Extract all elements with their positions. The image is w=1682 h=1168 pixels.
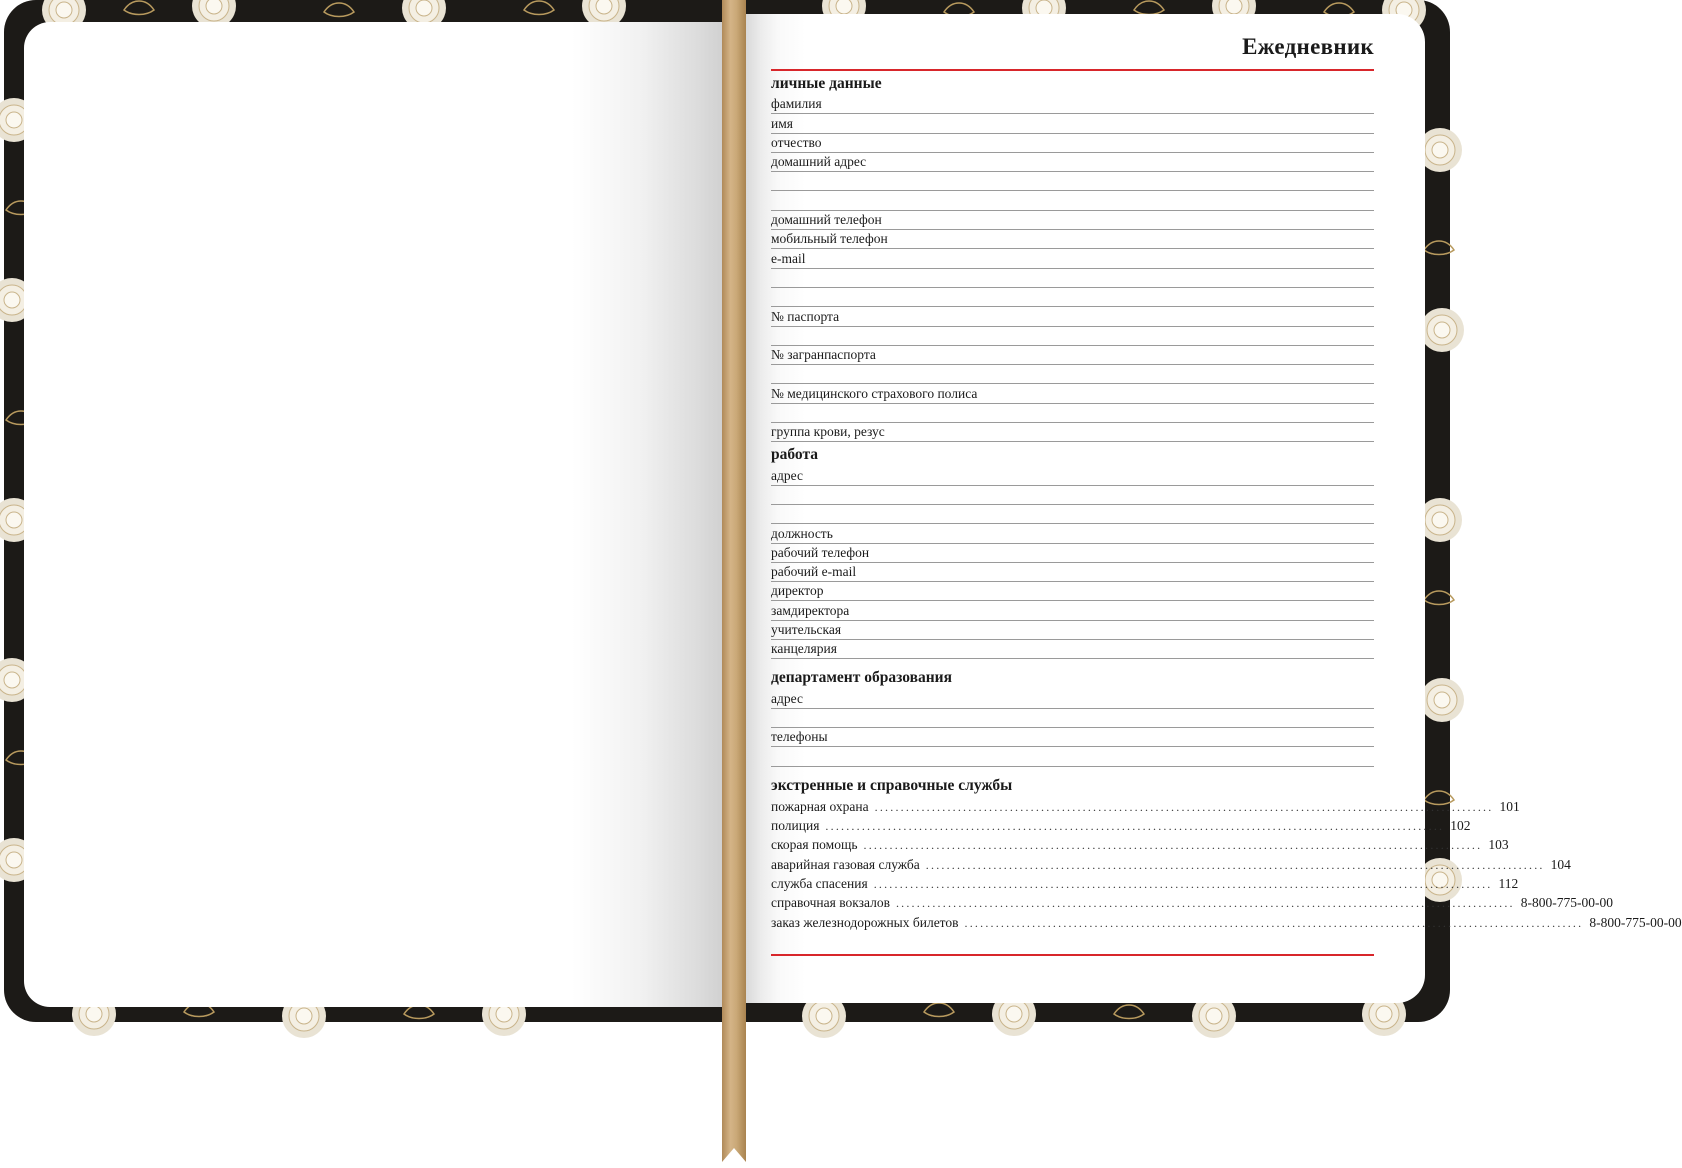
field-email[interactable] bbox=[771, 249, 1374, 268]
leader-dots: ....................................................................................................................... bbox=[964, 915, 1584, 930]
blank-line[interactable] bbox=[771, 288, 1374, 307]
blank-line[interactable] bbox=[771, 505, 1374, 524]
blank-line[interactable] bbox=[771, 709, 1374, 728]
field-label: адрес bbox=[771, 690, 803, 706]
field-label: имя bbox=[771, 115, 793, 131]
service-row bbox=[771, 835, 1509, 854]
field-label: учительская bbox=[771, 622, 842, 638]
field-director[interactable] bbox=[771, 582, 1374, 601]
field-label: домашний адрес bbox=[771, 154, 867, 170]
field-medical-policy[interactable] bbox=[771, 384, 1374, 403]
blank-line[interactable] bbox=[771, 327, 1374, 346]
leader-dots: ....................................................................................................................... bbox=[873, 877, 1493, 892]
field-teachers-room[interactable] bbox=[771, 621, 1374, 640]
blank-line[interactable] bbox=[771, 747, 1374, 766]
field-label: мобильный телефон bbox=[771, 231, 888, 247]
blank-line[interactable] bbox=[771, 404, 1374, 423]
field-label: директор bbox=[771, 583, 824, 599]
personal-data-form bbox=[771, 30, 1682, 956]
field-work-address[interactable] bbox=[771, 466, 1374, 485]
service-row bbox=[771, 797, 1520, 816]
service-number: 103 bbox=[1488, 837, 1509, 853]
section-heading-education: департамент образования bbox=[771, 669, 952, 687]
leader-dots: ....................................................................................................................... bbox=[874, 799, 1494, 814]
field-work-phone[interactable] bbox=[771, 544, 1374, 563]
field-passport[interactable] bbox=[771, 307, 1374, 326]
field-label: телефоны bbox=[771, 729, 828, 745]
field-label: домашний телефон bbox=[771, 212, 882, 228]
field-dept-address[interactable] bbox=[771, 689, 1374, 708]
field-label: адрес bbox=[771, 467, 803, 483]
blank-line[interactable] bbox=[771, 172, 1374, 191]
field-label: фамилия bbox=[771, 96, 822, 112]
field-label: канцелярия bbox=[771, 641, 837, 657]
blank-line[interactable] bbox=[771, 269, 1374, 288]
field-label: e-mail bbox=[771, 250, 806, 266]
service-name: полиция bbox=[771, 817, 820, 833]
service-number: 8-800-775-00-00 bbox=[1589, 914, 1682, 930]
service-row bbox=[771, 855, 1571, 874]
service-name: пожарная охрана bbox=[771, 798, 869, 814]
field-name[interactable] bbox=[771, 114, 1374, 133]
bottom-red-rule bbox=[771, 954, 1374, 956]
left-page bbox=[24, 22, 726, 1007]
leader-dots: ....................................................................................................................... bbox=[825, 818, 1445, 833]
service-name: заказ железнодорожных билетов bbox=[771, 914, 959, 930]
section-heading-work: работа bbox=[771, 446, 819, 464]
leader-dots: ....................................................................................................................... bbox=[925, 857, 1545, 872]
service-number: 8-800-775-00-00 bbox=[1520, 895, 1613, 911]
field-label: должность bbox=[771, 525, 833, 541]
service-name: служба спасения bbox=[771, 876, 868, 892]
section-heading-emergency: экстренные и справочные службы bbox=[771, 776, 1013, 794]
field-surname[interactable] bbox=[771, 95, 1374, 114]
field-label: рабочий телефон bbox=[771, 544, 870, 560]
top-red-rule bbox=[771, 69, 1374, 71]
section-heading-personal: личные данные bbox=[771, 75, 882, 92]
service-number: 102 bbox=[1450, 817, 1471, 833]
field-label: рабочий e-mail bbox=[771, 564, 857, 580]
ribbon-bookmark bbox=[722, 0, 746, 1162]
service-row bbox=[771, 816, 1471, 835]
field-label: замдиректора bbox=[771, 602, 850, 618]
blank-line[interactable] bbox=[771, 486, 1374, 505]
field-home-address[interactable] bbox=[771, 153, 1374, 172]
field-office[interactable] bbox=[771, 640, 1374, 659]
field-label: № паспорта bbox=[771, 308, 840, 324]
field-label: № загранпаспорта bbox=[771, 347, 876, 363]
service-number: 112 bbox=[1498, 876, 1519, 892]
page-title: Ежедневник bbox=[1242, 34, 1374, 59]
blank-line[interactable] bbox=[771, 365, 1374, 384]
blank-line[interactable] bbox=[771, 191, 1374, 210]
leader-dots: ....................................................................................................................... bbox=[895, 896, 1515, 911]
field-work-email[interactable] bbox=[771, 563, 1374, 582]
field-dept-phones[interactable] bbox=[771, 728, 1374, 747]
field-foreign-passport[interactable] bbox=[771, 346, 1374, 365]
field-label: группа крови, резус bbox=[771, 424, 885, 440]
service-row bbox=[771, 893, 1613, 912]
field-blood-group[interactable] bbox=[771, 423, 1374, 442]
field-label: отчество bbox=[771, 134, 822, 150]
service-row bbox=[771, 874, 1519, 893]
service-number: 104 bbox=[1550, 856, 1571, 872]
field-mobile-phone[interactable] bbox=[771, 230, 1374, 249]
service-number: 101 bbox=[1499, 798, 1520, 814]
field-deputy-director[interactable] bbox=[771, 601, 1374, 620]
field-patronymic[interactable] bbox=[771, 134, 1374, 153]
service-name: аварийная газовая служба bbox=[771, 856, 920, 872]
service-name: справочная вокзалов bbox=[771, 895, 890, 911]
service-row bbox=[771, 913, 1682, 932]
leader-dots: ....................................................................................................................... bbox=[863, 838, 1483, 853]
field-label: № медицинского страхового полиса bbox=[771, 385, 978, 401]
field-position[interactable] bbox=[771, 524, 1374, 543]
field-home-phone[interactable] bbox=[771, 211, 1374, 230]
service-name: скорая помощь bbox=[771, 837, 858, 853]
